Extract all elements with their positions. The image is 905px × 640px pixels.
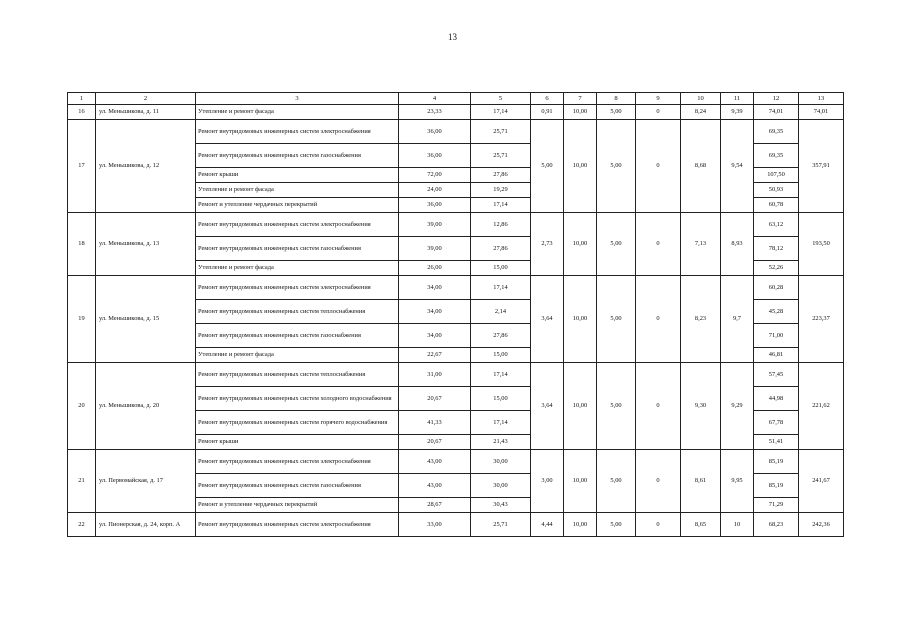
value-cell: 21,43 (471, 435, 531, 450)
column-header: 11 (721, 93, 754, 105)
value-cell: 30,00 (471, 474, 531, 498)
page-number: 13 (448, 32, 457, 42)
value-cell: 15,00 (471, 261, 531, 276)
work-type-cell: Ремонт внутридомовых инженерных систем газоснабжения (196, 144, 399, 168)
value-cell: 0 (636, 213, 681, 276)
column-header: 4 (399, 93, 471, 105)
work-type-cell: Ремонт и утепление чердачных перекрытий (196, 498, 399, 513)
value-cell: 0 (636, 513, 681, 537)
column-header: 5 (471, 93, 531, 105)
value-cell: 74,01 (754, 105, 799, 120)
value-cell: 10,00 (564, 120, 597, 213)
total-cell: 74,01 (799, 105, 844, 120)
value-cell: 5,00 (597, 363, 636, 450)
value-cell: 25,71 (471, 513, 531, 537)
table-row (68, 120, 844, 144)
value-cell: 26,00 (399, 261, 471, 276)
value-cell: 8,23 (681, 276, 721, 363)
value-cell: 17,14 (471, 411, 531, 435)
value-cell: 78,12 (754, 237, 799, 261)
value-cell: 5,00 (597, 513, 636, 537)
row-number: 18 (68, 213, 96, 276)
column-header: 9 (636, 93, 681, 105)
row-number: 17 (68, 120, 96, 213)
value-cell: 2,14 (471, 300, 531, 324)
total-cell: 221,62 (799, 363, 844, 450)
row-number: 22 (68, 513, 96, 537)
column-header: 3 (196, 93, 399, 105)
total-cell: 193,50 (799, 213, 844, 276)
value-cell: 15,00 (471, 348, 531, 363)
value-cell: 60,78 (754, 198, 799, 213)
value-cell: 39,00 (399, 213, 471, 237)
value-cell: 0 (636, 120, 681, 213)
value-cell: 28,67 (399, 498, 471, 513)
address-cell: ул. Меньшикова, д. 20 (96, 363, 196, 450)
column-header: 8 (597, 93, 636, 105)
value-cell: 5,00 (597, 276, 636, 363)
value-cell: 25,71 (471, 144, 531, 168)
row-number: 19 (68, 276, 96, 363)
value-cell: 9,95 (721, 450, 754, 513)
value-cell: 8,68 (681, 120, 721, 213)
value-cell: 3,00 (531, 450, 564, 513)
work-type-cell: Утепление и ремонт фасада (196, 348, 399, 363)
value-cell: 43,00 (399, 450, 471, 474)
value-cell: 23,33 (399, 105, 471, 120)
value-cell: 52,26 (754, 261, 799, 276)
value-cell: 46,81 (754, 348, 799, 363)
value-cell: 8,93 (721, 213, 754, 276)
column-header: 1 (68, 93, 96, 105)
value-cell: 5,00 (531, 120, 564, 213)
value-cell: 10,00 (564, 105, 597, 120)
value-cell: 69,35 (754, 144, 799, 168)
value-cell: 27,86 (471, 324, 531, 348)
value-cell: 12,86 (471, 213, 531, 237)
value-cell: 27,86 (471, 237, 531, 261)
value-cell: 5,00 (597, 105, 636, 120)
value-cell: 36,00 (399, 198, 471, 213)
work-type-cell: Ремонт внутридомовых инженерных систем электроснабжения (196, 276, 399, 300)
value-cell: 19,29 (471, 183, 531, 198)
value-cell: 71,29 (754, 498, 799, 513)
value-cell: 44,98 (754, 387, 799, 411)
value-cell: 63,12 (754, 213, 799, 237)
value-cell: 36,00 (399, 120, 471, 144)
value-cell: 0 (636, 450, 681, 513)
value-cell: 2,73 (531, 213, 564, 276)
value-cell: 60,28 (754, 276, 799, 300)
value-cell: 71,00 (754, 324, 799, 348)
value-cell: 0 (636, 276, 681, 363)
value-cell: 43,00 (399, 474, 471, 498)
value-cell: 30,43 (471, 498, 531, 513)
column-header: 12 (754, 93, 799, 105)
value-cell: 9,30 (681, 363, 721, 450)
value-cell: 0,91 (531, 105, 564, 120)
value-cell: 30,00 (471, 450, 531, 474)
value-cell: 57,45 (754, 363, 799, 387)
value-cell: 0 (636, 363, 681, 450)
value-cell: 9,29 (721, 363, 754, 450)
value-cell: 51,41 (754, 435, 799, 450)
work-type-cell: Ремонт внутридомовых инженерных систем холодного водоснабжения (196, 387, 399, 411)
value-cell: 7,13 (681, 213, 721, 276)
table-row (68, 363, 844, 387)
value-cell: 15,00 (471, 387, 531, 411)
work-type-cell: Утепление и ремонт фасада (196, 183, 399, 198)
table-row (68, 213, 844, 237)
value-cell: 10 (721, 513, 754, 537)
value-cell: 3,64 (531, 276, 564, 363)
column-header: 7 (564, 93, 597, 105)
value-cell: 10,00 (564, 276, 597, 363)
value-cell: 20,67 (399, 435, 471, 450)
row-number: 21 (68, 450, 96, 513)
table-row (68, 105, 844, 120)
value-cell: 10,00 (564, 213, 597, 276)
work-type-cell: Ремонт внутридомовых инженерных систем газоснабжения (196, 237, 399, 261)
value-cell: 17,14 (471, 105, 531, 120)
value-cell: 10,00 (564, 513, 597, 537)
value-cell: 72,00 (399, 168, 471, 183)
work-type-cell: Ремонт крыши (196, 168, 399, 183)
table-row (68, 276, 844, 300)
value-cell: 17,14 (471, 198, 531, 213)
value-cell: 85,19 (754, 450, 799, 474)
value-cell: 34,00 (399, 276, 471, 300)
value-cell: 17,14 (471, 276, 531, 300)
value-cell: 4,44 (531, 513, 564, 537)
column-header: 13 (799, 93, 844, 105)
value-cell: 0 (636, 105, 681, 120)
address-cell: ул. Первомайская, д. 17 (96, 450, 196, 513)
work-type-cell: Ремонт крыши (196, 435, 399, 450)
work-type-cell: Утепление и ремонт фасада (196, 261, 399, 276)
value-cell: 10,00 (564, 363, 597, 450)
work-type-cell: Ремонт внутридомовых инженерных систем электроснабжения (196, 450, 399, 474)
value-cell: 5,00 (597, 120, 636, 213)
column-header: 2 (96, 93, 196, 105)
work-type-cell: Ремонт внутридомовых инженерных систем электроснабжения (196, 513, 399, 537)
total-cell: 241,67 (799, 450, 844, 513)
total-cell: 223,37 (799, 276, 844, 363)
table-row (68, 513, 844, 537)
value-cell: 22,67 (399, 348, 471, 363)
value-cell: 33,00 (399, 513, 471, 537)
value-cell: 45,28 (754, 300, 799, 324)
work-type-cell: Ремонт внутридомовых инженерных систем газоснабжения (196, 474, 399, 498)
total-cell: 357,91 (799, 120, 844, 213)
address-cell: ул. Меньшикова, д. 15 (96, 276, 196, 363)
value-cell: 5,00 (597, 450, 636, 513)
value-cell: 67,78 (754, 411, 799, 435)
value-cell: 27,86 (471, 168, 531, 183)
work-type-cell: Ремонт и утепление чердачных перекрытий (196, 198, 399, 213)
value-cell: 31,00 (399, 363, 471, 387)
address-cell: ул. Меньшикова, д. 12 (96, 120, 196, 213)
column-header: 10 (681, 93, 721, 105)
work-type-cell: Ремонт внутридомовых инженерных систем электроснабжения (196, 213, 399, 237)
value-cell: 107,50 (754, 168, 799, 183)
address-cell: ул. Пионерская, д. 24, корп. А (96, 513, 196, 537)
value-cell: 34,00 (399, 300, 471, 324)
value-cell: 41,33 (399, 411, 471, 435)
table-row (68, 450, 844, 474)
work-type-cell: Ремонт внутридомовых инженерных систем горячего водоснабжения (196, 411, 399, 435)
value-cell: 34,00 (399, 324, 471, 348)
value-cell: 85,19 (754, 474, 799, 498)
value-cell: 68,23 (754, 513, 799, 537)
work-type-cell: Утепление и ремонт фасада (196, 105, 399, 120)
address-cell: ул. Меньшикова, д. 13 (96, 213, 196, 276)
work-type-cell: Ремонт внутридомовых инженерных систем газоснабжения (196, 324, 399, 348)
value-cell: 8,24 (681, 105, 721, 120)
row-number: 20 (68, 363, 96, 450)
value-cell: 69,35 (754, 120, 799, 144)
value-cell: 17,14 (471, 363, 531, 387)
value-cell: 25,71 (471, 120, 531, 144)
address-cell: ул. Меньшикова, д. 11 (96, 105, 196, 120)
value-cell: 5,00 (597, 213, 636, 276)
value-cell: 20,67 (399, 387, 471, 411)
table-header-row (68, 93, 844, 105)
value-cell: 8,61 (681, 450, 721, 513)
value-cell: 36,00 (399, 144, 471, 168)
value-cell: 39,00 (399, 237, 471, 261)
value-cell: 9,54 (721, 120, 754, 213)
work-type-cell: Ремонт внутридомовых инженерных систем теплоснабжения (196, 300, 399, 324)
row-number: 16 (68, 105, 96, 120)
value-cell: 3,64 (531, 363, 564, 450)
value-cell: 9,39 (721, 105, 754, 120)
total-cell: 242,36 (799, 513, 844, 537)
value-cell: 10,00 (564, 450, 597, 513)
value-cell: 24,00 (399, 183, 471, 198)
work-type-cell: Ремонт внутридомовых инженерных систем электроснабжения (196, 120, 399, 144)
value-cell: 8,65 (681, 513, 721, 537)
value-cell: 9,7 (721, 276, 754, 363)
value-cell: 50,93 (754, 183, 799, 198)
column-header: 6 (531, 93, 564, 105)
repair-table (67, 92, 844, 537)
work-type-cell: Ремонт внутридомовых инженерных систем теплоснабжения (196, 363, 399, 387)
